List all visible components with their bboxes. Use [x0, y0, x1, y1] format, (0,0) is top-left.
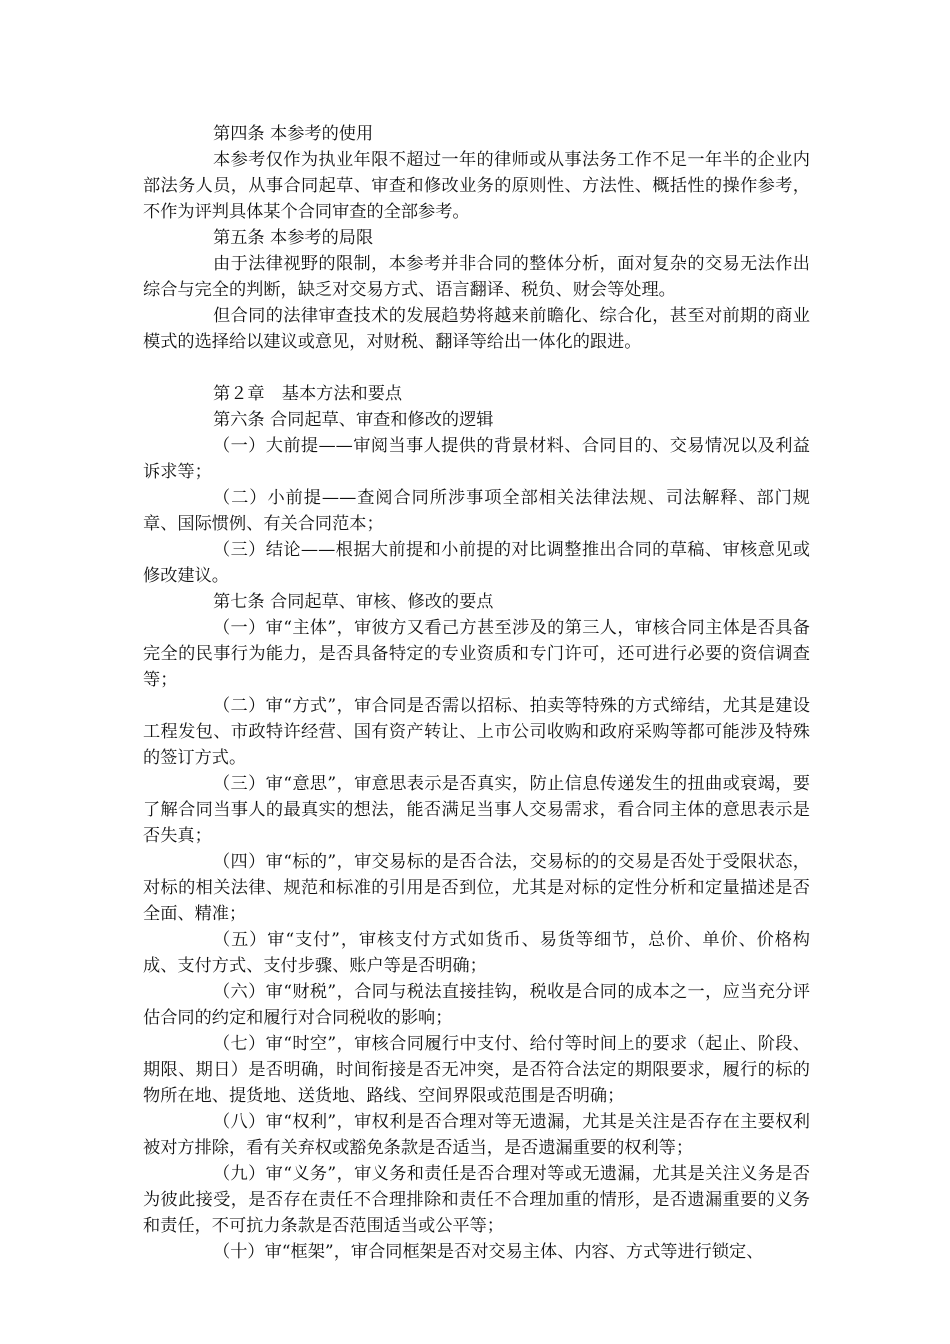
- article-7-item-9: （九）审“义务”，审义务和责任是否合理对等或无遗漏，尤其是关注义务是否为彼此接受，是否存在责任不合理排除和责任不合理加重的情形，是否遗漏重要的义务和责任，不可抗力条款是否范围适当或公平等；: [143, 1164, 810, 1236]
- article-5-heading: 第五条 本参考的局限: [213, 228, 374, 248]
- article-7-item-8: （八）审“权利”，审权利是否合理对等无遗漏，尤其是关注是否存在主要权利被对方排除，看有关弃权或豁免条款是否适当，是否遗漏重要的权利等；: [143, 1112, 810, 1158]
- article-7-item-1: （一）审“主体”，审彼方又看己方甚至涉及的第三人，审核合同主体是否具备完全的民事行为能力，是否具备特定的专业资质和专门许可，还可进行必要的资信调查等；: [143, 618, 810, 690]
- article-7-item-6: （六）审“财税”，合同与税法直接挂钩，税收是合同的成本之一，应当充分评估合同的约定和履行对合同税收的影响；: [143, 982, 810, 1028]
- article-4-body: 本参考仅作为执业年限不超过一年的律师或从事法务工作不足一年半的企业内部法务人员，从事合同起草、审查和修改业务的原则性、方法性、概括性的操作参考，不作为评判具体某个合同审查的全部参考。: [143, 150, 810, 222]
- article-7-item-7: （七）审“时空”，审核合同履行中支付、给付等时间上的要求（起止、阶段、期限、期日）是否明确，时间衔接是否无冲突，是否符合法定的期限要求，履行的标的物所在地、提货地、送货地、路线、空间界限或范围是否明确；: [143, 1034, 810, 1106]
- article-6-item-1: （一）大前提——审阅当事人提供的背景材料、合同目的、交易情况以及利益诉求等；: [143, 436, 810, 482]
- article-7-item-5: （五）审“支付”，审核支付方式如货币、易货等细节，总价、单价、价格构成、支付方式、支付步骤、账户等是否明确；: [143, 930, 810, 976]
- article-5-body-2: 但合同的法律审查技术的发展趋势将越来前瞻化、综合化，甚至对前期的商业模式的选择给以建议或意见，对财税、翻译等给出一体化的跟进。: [143, 306, 810, 352]
- article-7-item-2: （二）审“方式”，审合同是否需以招标、拍卖等特殊的方式缔结，尤其是建设工程发包、市政特许经营、国有资产转让、上市公司收购和政府采购等都可能涉及特殊的签订方式。: [143, 696, 810, 768]
- article-6-item-2: （二）小前提——查阅合同所涉事项全部相关法律法规、司法解释、部门规章、国际惯例、有关合同范本；: [143, 488, 810, 534]
- document-body: [143, 121, 810, 1265]
- article-7-item-10: （十）审“框架”，审合同框架是否对交易主体、内容、方式等进行锁定、: [213, 1242, 764, 1262]
- article-7-item-4: （四）审“标的”，审交易标的是否合法，交易标的的交易是否处于受限状态，对标的相关法律、规范和标准的引用是否到位，尤其是对标的定性分析和定量描述是否全面、精准；: [143, 852, 810, 924]
- article-5-body: 由于法律视野的限制，本参考并非合同的整体分析，面对复杂的交易无法作出综合与完全的判断，缺乏对交易方式、语言翻译、税负、财会等处理。: [143, 254, 810, 300]
- article-7-item-3: （三）审“意思”，审意思表示是否真实，防止信息传递发生的扭曲或衰竭，要了解合同当事人的最真实的想法，能否满足当事人交易需求，看合同主体的意思表示是否失真；: [143, 774, 810, 846]
- article-6-heading: 第六条 合同起草、审查和修改的逻辑: [213, 410, 494, 430]
- article-7-heading: 第七条 合同起草、审核、修改的要点: [213, 592, 494, 612]
- article-4-heading: 第四条 本参考的使用: [213, 124, 374, 144]
- article-6-item-3: （三）结论——根据大前提和小前提的对比调整推出合同的草稿、审核意见或修改建议。: [143, 540, 810, 586]
- chapter-2-heading: 第２章 基本方法和要点: [213, 384, 403, 404]
